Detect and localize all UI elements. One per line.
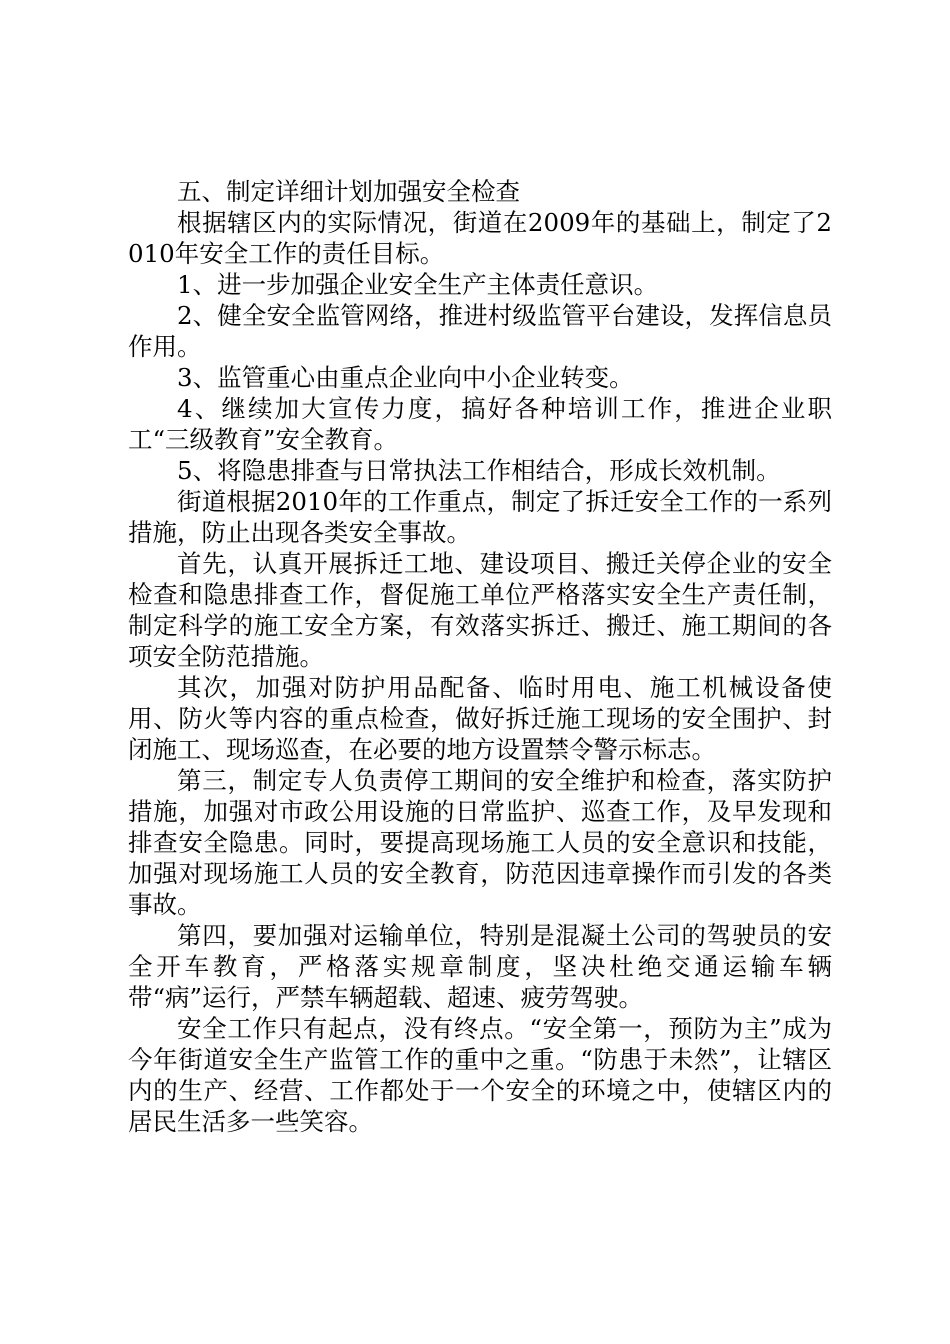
paragraph: 第三，制定专人负责停工期间的安全维护和检查，落实防护措施，加强对市政公用设施的日常监护、巡查工作，及早发现和排查安全隐患。同时，要提高现场施工人员的安全意识和技能，加强对现场施工人员的安全教育，防范因违章操作而引发的各类事故。: [128, 766, 832, 919]
paragraph: 首先，认真开展拆迁工地、建设项目、搬迁关停企业的安全检查和隐患排查工作，督促施工单位严格落实安全生产责任制，制定科学的施工安全方案，有效落实拆迁、搬迁、施工期间的各项安全防范措施。: [128, 549, 832, 671]
paragraph: 第四，要加强对运输单位，特别是混凝土公司的驾驶员的安全开车教育，严格落实规章制度，坚决杜绝交通运输车辆带“病”运行，严禁车辆超载、超速、疲劳驾驶。: [128, 921, 832, 1012]
paragraph: 根据辖区内的实际情况，街道在2009年的基础上，制定了2010年安全工作的责任目标。: [128, 208, 832, 268]
section-heading: 五、制定详细计划加强安全检查: [177, 177, 520, 206]
list-item: 3、监管重心由重点企业向中小企业转变。: [177, 363, 634, 392]
paragraph: 街道根据2010年的工作重点，制定了拆迁安全工作的一系列措施，防止出现各类安全事故。: [128, 487, 832, 547]
list-item: 2、健全安全监管网络，推进村级监管平台建设，发挥信息员作用。: [128, 301, 832, 361]
list-item: 4、继续加大宣传力度，搞好各种培训工作，推进企业职工“三级教育”安全教育。: [128, 394, 832, 454]
paragraph: 安全工作只有起点，没有终点。“安全第一，预防为主”成为今年街道安全生产监管工作的重中之重。“防患于未然”，让辖区内的生产、经营、工作都处于一个安全的环境之中，使辖区内的居民生活多一些笑容。: [128, 1014, 832, 1136]
list-item: 1、进一步加强企业安全生产主体责任意识。: [177, 270, 659, 299]
document-body: [128, 176, 832, 1137]
list-item: 5、将隐患排查与日常执法工作相结合，形成长效机制。: [177, 456, 781, 485]
paragraph: 其次，加强对防护用品配备、临时用电、施工机械设备使用、防火等内容的重点检查，做好拆迁施工现场的安全围护、封闭施工、现场巡查，在必要的地方设置禁令警示标志。: [128, 673, 832, 764]
